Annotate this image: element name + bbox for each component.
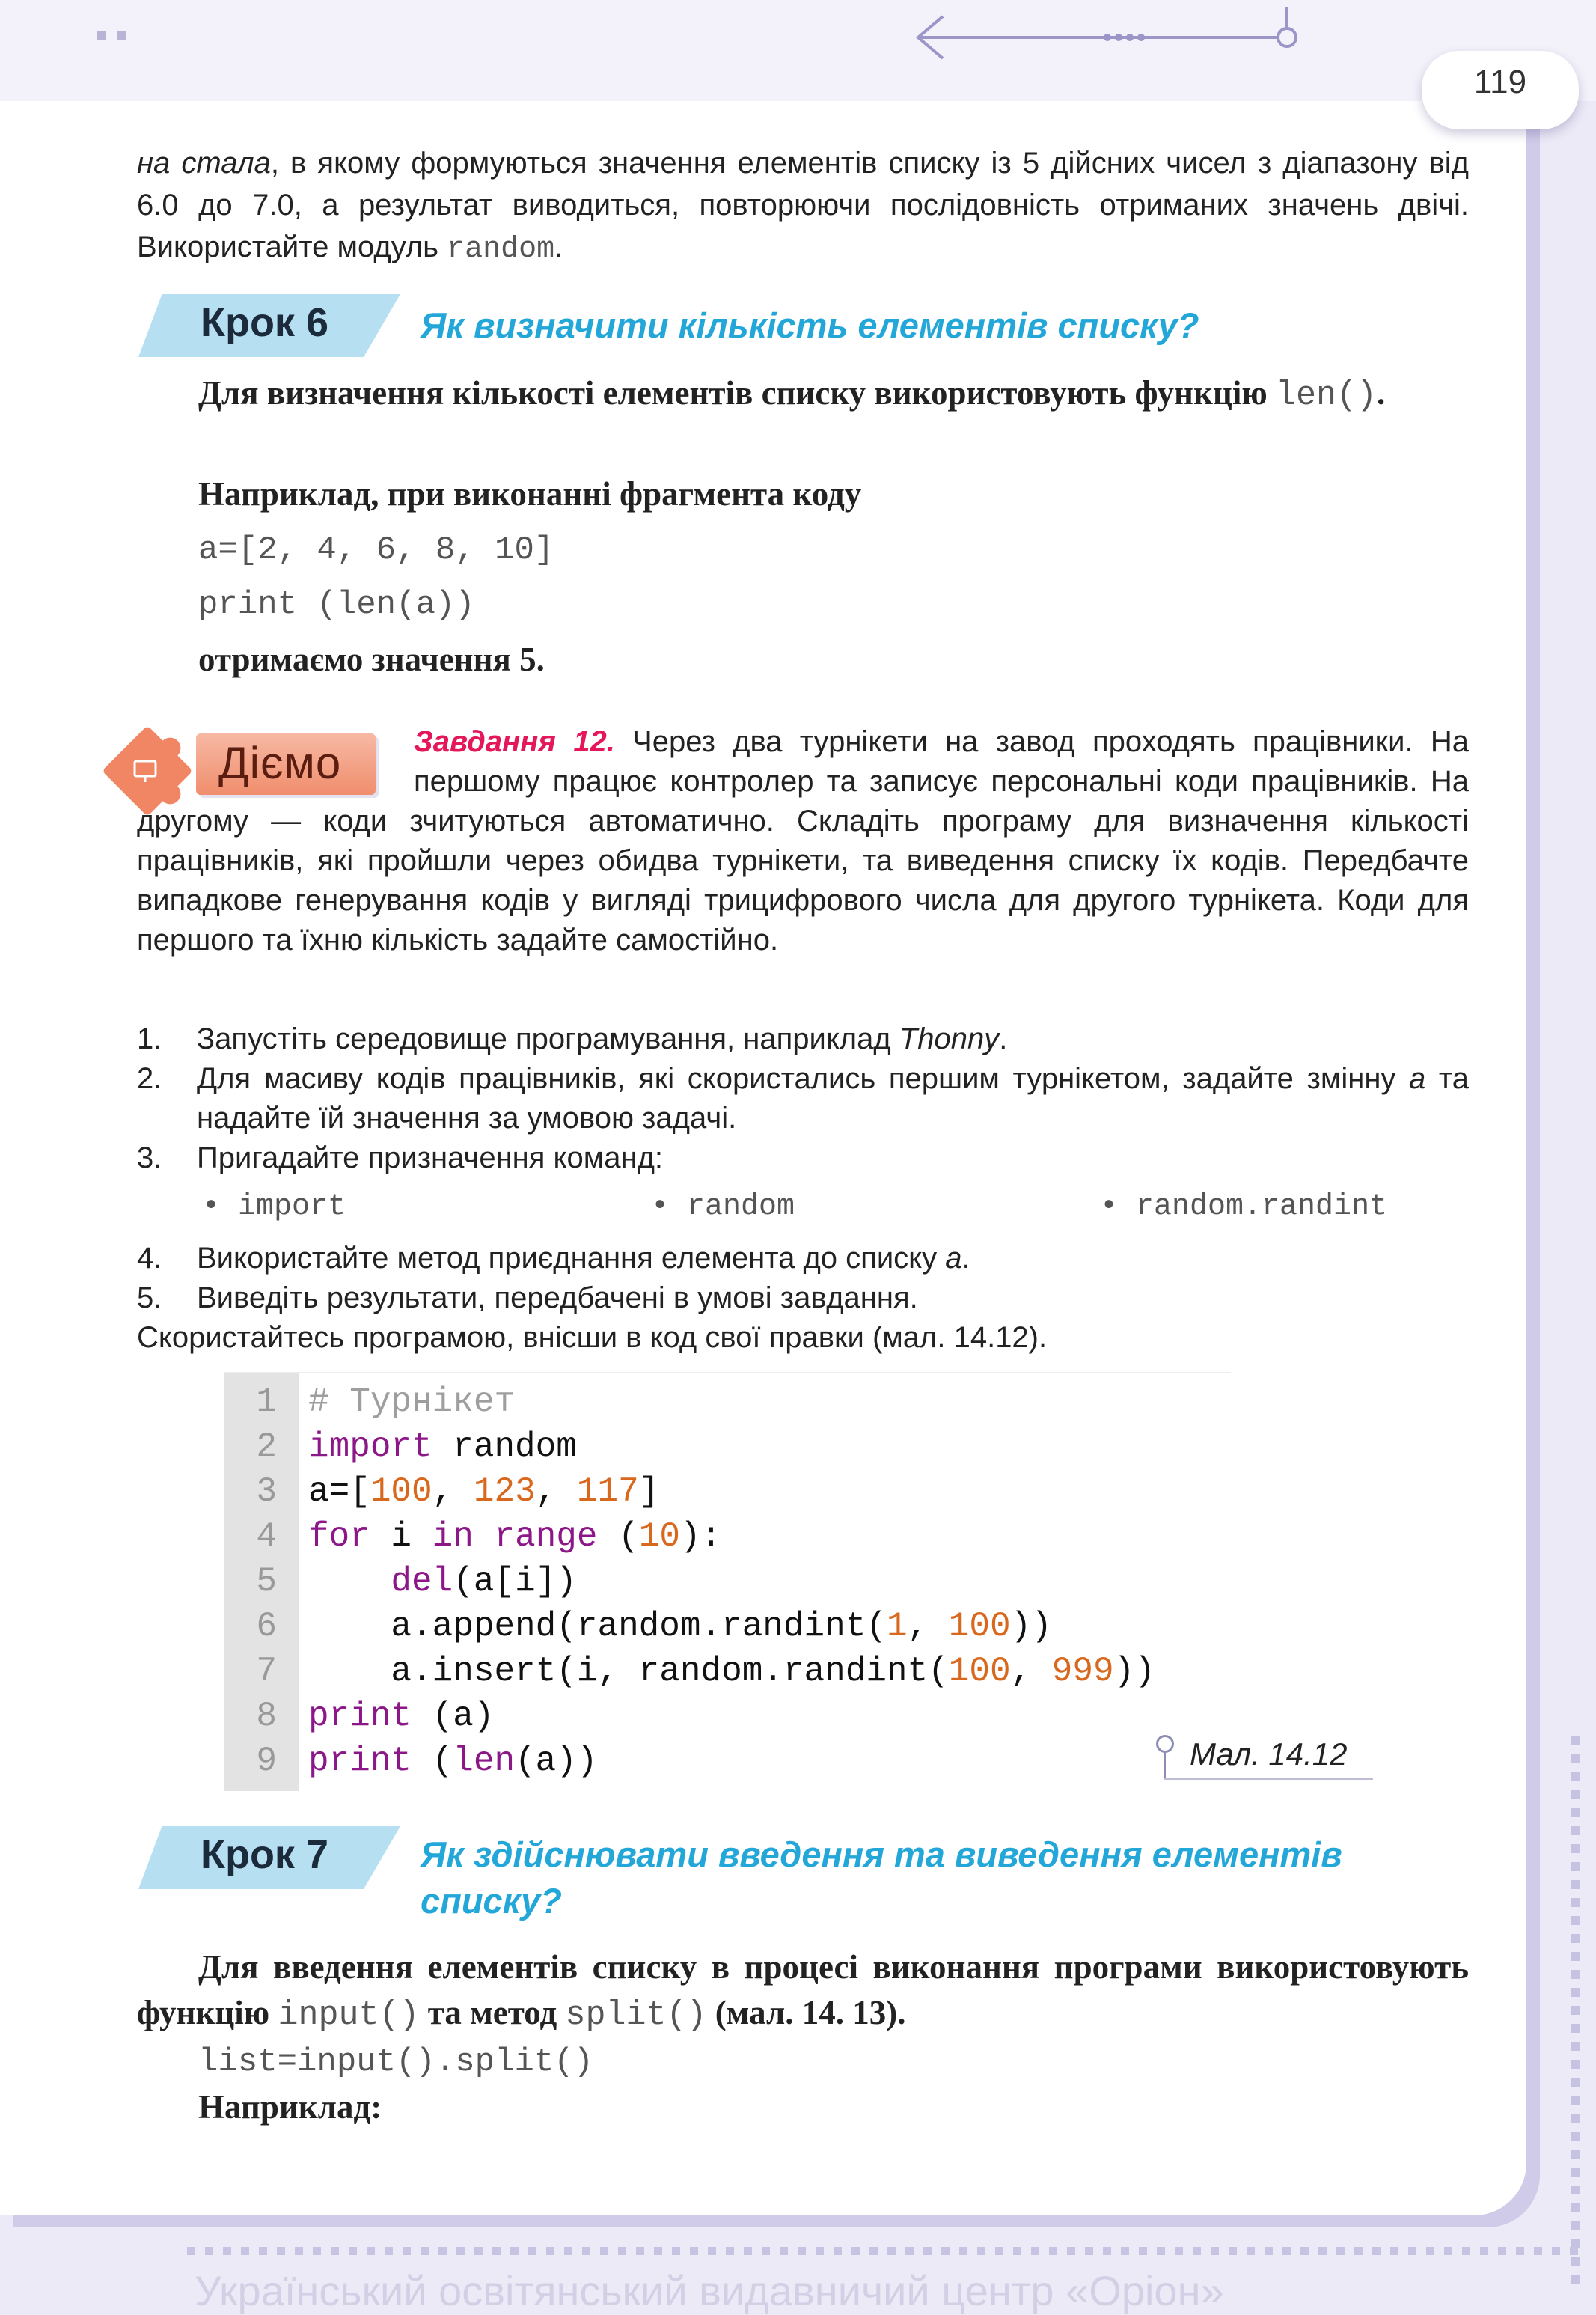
step6-paragraph-3 bbox=[198, 637, 545, 683]
task-title: Завдання 12. bbox=[414, 725, 615, 758]
publisher-watermark: Український освітянський видавничий центр «Оріон» bbox=[195, 2267, 1224, 2314]
figure-caption bbox=[1164, 1736, 1373, 1780]
code-text: print (len(a)) bbox=[308, 1742, 598, 1781]
bottom-dots bbox=[187, 2245, 1594, 2257]
line-number: 5 bbox=[256, 1562, 277, 1601]
step6-paragraph-2 bbox=[198, 472, 861, 517]
top-band bbox=[0, 0, 1596, 101]
code-line bbox=[224, 1514, 1231, 1559]
code-line bbox=[224, 1424, 1231, 1469]
step6-paragraph-1 bbox=[137, 370, 1469, 418]
line-number: 6 bbox=[256, 1607, 277, 1646]
step6-p1-code: len() bbox=[1275, 376, 1377, 415]
figure-caption-text: Мал. 14.12 bbox=[1190, 1736, 1348, 1772]
step7-title-line-1: Як здійснювати введення та виведення елементів bbox=[421, 1834, 1342, 1874]
intro-paragraph bbox=[137, 142, 1469, 271]
split-code: split() bbox=[565, 1996, 707, 2034]
line-number: 1 bbox=[256, 1382, 277, 1421]
task-step-5: 5. Виведіть результати, передбачені в умові завдання. bbox=[137, 1281, 918, 1314]
task-step-2: 2. Для масиву кодів працівників, які скористались першим турнікетом, задайте змінну а та надайте їй значення за умовою задачі. bbox=[137, 1062, 1469, 1135]
task-paragraph bbox=[137, 722, 1469, 960]
task-steps-1-3 bbox=[137, 1019, 1469, 1178]
code-text: # Турнікет bbox=[308, 1382, 516, 1421]
step7-title-line-2: списку? bbox=[421, 1881, 562, 1921]
step7-paragraph-2: Наприклад: bbox=[198, 2088, 382, 2126]
intro-module: random bbox=[447, 233, 555, 266]
command-list bbox=[202, 1190, 1474, 1227]
code-line bbox=[224, 1559, 1231, 1604]
step6-title: Як визначити кількість елементів списку? bbox=[421, 305, 1199, 345]
line-number: 4 bbox=[256, 1517, 277, 1556]
intro-tail: . bbox=[554, 231, 563, 263]
code-text: import random bbox=[308, 1427, 577, 1466]
step6-p3: отримаємо значення 5. bbox=[198, 641, 545, 678]
code-line bbox=[224, 1469, 1231, 1514]
step6-p1-tail: . bbox=[1377, 374, 1386, 412]
task-text: Через два турнікети на завод проходять працівники. На першому працює контролер та записує персональні коди працівників. На другому — коди зчитуються автоматично. Складіть програму для визначення кількості працівників, які пройшли через обидва турнікети, та виведення списку їх кодів. Передбачте випадкове генерування кодів у вигляді трицифрового числа для другого турнікета. Коди для першого та їхню кількість задайте самостійно. bbox=[137, 725, 1469, 957]
input-code: input() bbox=[278, 1996, 420, 2034]
code-listing bbox=[224, 1373, 1231, 1791]
step6-p2: Наприклад, при виконанні фрагмента коду bbox=[198, 475, 862, 513]
intro-lead: на стала bbox=[137, 147, 271, 180]
task-closing: Скористайтесь програмою, внісши в код свої правки (мал. 14.12). bbox=[137, 1321, 1048, 1354]
top-dots bbox=[97, 30, 157, 45]
task-badge-label: Діємо bbox=[218, 738, 342, 788]
code-line bbox=[224, 1649, 1231, 1694]
step7-code: list=input().split() bbox=[198, 2043, 594, 2081]
step6-p1-text: Для визначення кількості елементів списку використовують функцію bbox=[198, 374, 1276, 412]
code-text: print (a) bbox=[308, 1697, 495, 1736]
code-text: for i in range (10): bbox=[308, 1517, 722, 1556]
step6-code-1: a=[2, 4, 6, 8, 10] bbox=[198, 531, 554, 569]
code-line bbox=[224, 1694, 1231, 1739]
line-number: 2 bbox=[256, 1427, 277, 1466]
arrow-left-icon bbox=[909, 7, 1313, 67]
code-text: a.insert(i, random.randint(100, 999)) bbox=[308, 1652, 1155, 1691]
code-line bbox=[224, 1379, 1231, 1424]
line-number: 3 bbox=[256, 1472, 277, 1511]
code-line bbox=[224, 1739, 1231, 1784]
task-step-1: 1. Запустіть середовище програмування, наприклад Thonny. bbox=[137, 1022, 1008, 1055]
line-number: 8 bbox=[256, 1697, 277, 1736]
step7-label: Крок 7 bbox=[201, 1832, 328, 1877]
code-line bbox=[224, 1604, 1231, 1649]
code-text: del(a[i]) bbox=[391, 1562, 577, 1601]
step7-paragraph-1: Для введення елементів списку в процесі виконання програми використовують функцію input() та метод split() (мал. 14. 13). bbox=[137, 1948, 1469, 2034]
command-item: • import bbox=[202, 1190, 346, 1224]
line-number: 7 bbox=[256, 1652, 277, 1691]
task-step-4: 4. Використайте метод приєднання елемента до списку а. bbox=[137, 1242, 970, 1275]
right-rail bbox=[1541, 135, 1586, 2230]
step6-code-2: print (len(a)) bbox=[198, 586, 475, 623]
intro-text: , в якому формуються значення елементів списку із 5 дійсних чисел з діапазону від 6.0 до 7.0, а результат виводиться, повторюючи послідовність отриманих значень двічі. Використайте модуль bbox=[137, 147, 1470, 263]
code-text: a=[100, 123, 117] bbox=[308, 1472, 660, 1511]
task-steps-4-5 bbox=[137, 1239, 1469, 1318]
line-number: 9 bbox=[256, 1742, 277, 1781]
command-item: • random.randint bbox=[1100, 1190, 1388, 1224]
page-number: 119 bbox=[1473, 64, 1527, 100]
command-item: • random bbox=[651, 1190, 795, 1224]
step6-label: Крок 6 bbox=[201, 300, 328, 345]
task-step-3: 3. Пригадайте призначення команд: bbox=[137, 1141, 664, 1174]
code-text: a.append(random.randint(1, 100)) bbox=[308, 1607, 1052, 1646]
